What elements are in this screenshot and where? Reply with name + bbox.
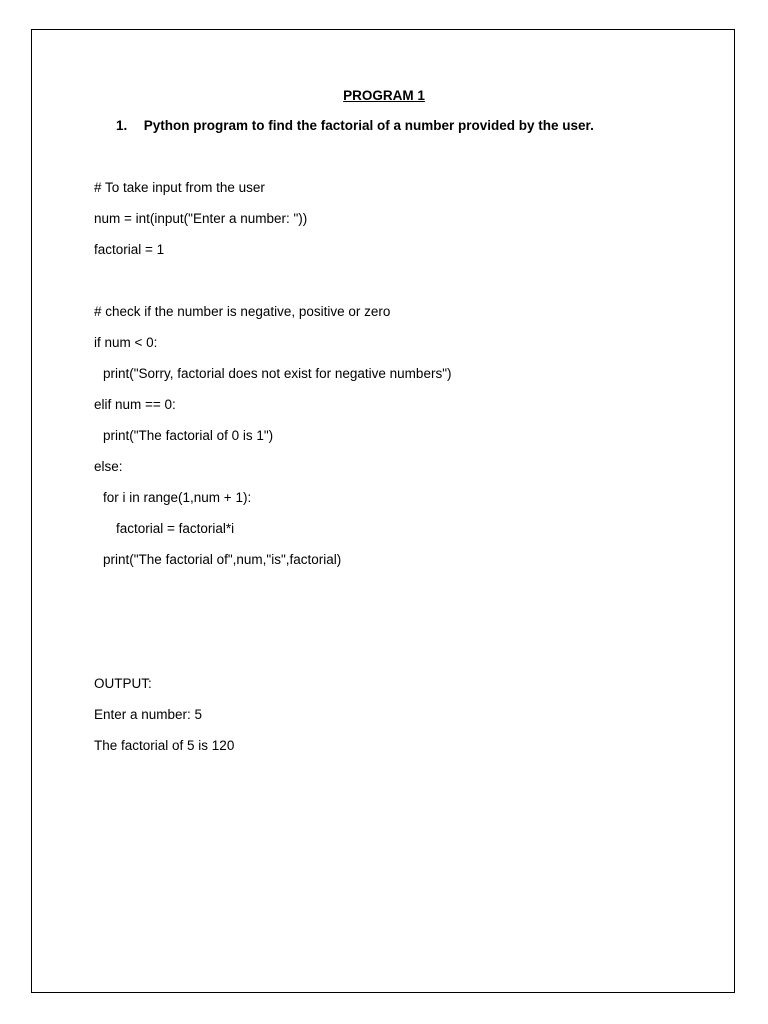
output-label: OUTPUT:	[94, 676, 152, 691]
heading-number: 1.	[116, 118, 128, 133]
code-line: if num < 0:	[94, 335, 158, 350]
document-page	[31, 29, 735, 993]
code-line: print("The factorial of",num,"is",factorial)	[103, 552, 342, 567]
code-line: # To take input from the user	[94, 180, 265, 195]
output-line: Enter a number: 5	[94, 707, 203, 722]
code-line: print("Sorry, factorial does not exist for negative numbers")	[103, 366, 452, 381]
code-line: for i in range(1,num + 1):	[103, 490, 252, 505]
program-heading	[116, 118, 594, 133]
heading-text: Python program to find the factorial of a number provided by the user.	[143, 118, 594, 133]
code-line: num = int(input("Enter a number: "))	[94, 211, 308, 226]
code-line: factorial = factorial*i	[116, 521, 235, 536]
code-line: print("The factorial of 0 is 1")	[103, 428, 274, 443]
code-line: else:	[94, 459, 123, 474]
code-line: factorial = 1	[94, 242, 165, 257]
output-line: The factorial of 5 is 120	[94, 738, 235, 753]
code-line: elif num == 0:	[94, 397, 176, 412]
code-line: # check if the number is negative, positive or zero	[94, 304, 391, 319]
page-title: PROGRAM 1	[343, 88, 425, 103]
